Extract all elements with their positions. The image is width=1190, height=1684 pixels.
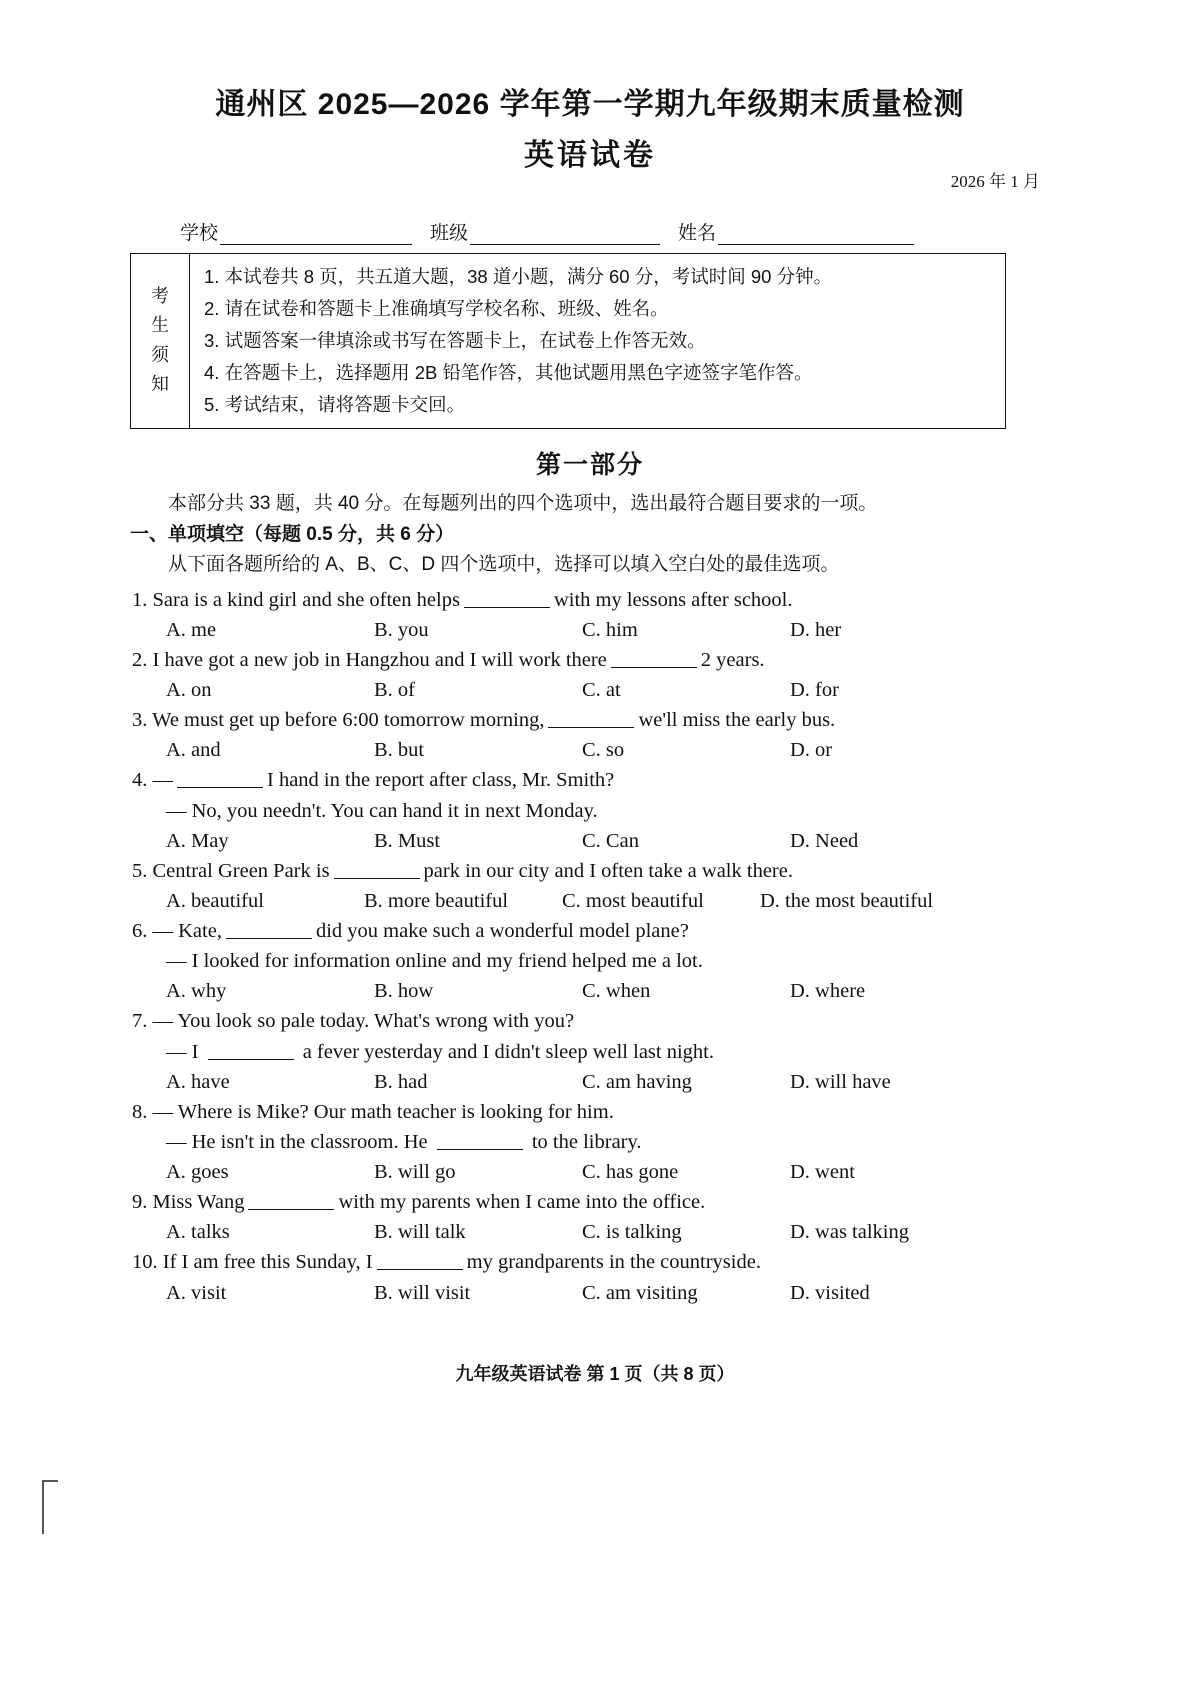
question-stem-text: to the library. — [526, 1130, 642, 1153]
question-stem-text: we'll miss the early bus. — [638, 709, 836, 732]
option-d[interactable]: D. the most beautiful — [760, 889, 934, 912]
question-stem-text: my grandparents in the countryside. — [466, 1251, 761, 1274]
option-d[interactable]: D. for — [790, 679, 839, 702]
question-stem-text: I hand in the report after class, Mr. Smith? — [267, 769, 615, 792]
question-item — [130, 1006, 1050, 1096]
page-title: 通州区 2025—2026 学年第一学期九年级期末质量检测 — [215, 88, 965, 121]
option-c[interactable]: C. am having — [582, 1070, 692, 1093]
question-options — [130, 1217, 1050, 1247]
answer-blank[interactable] — [248, 1190, 334, 1210]
option-b[interactable]: B. you — [374, 618, 429, 641]
question-stem — [130, 1187, 1050, 1217]
exam-notice-box — [130, 253, 1006, 429]
question-stem-line — [130, 1127, 1050, 1157]
notice-label-char: 生 — [151, 315, 169, 336]
notice-item: 1. 本试卷共 8 页，共五道大题，38 道小题，满分 60 分，考试时间 90 分钟。 — [204, 265, 833, 287]
question-stem-text: 8. — Where is Mike? Our math teacher is looking for him. — [132, 1100, 614, 1123]
page-content — [130, 85, 1050, 1308]
option-a[interactable]: A. talks — [166, 1221, 230, 1244]
notice-label-vertical — [131, 254, 190, 428]
page-corner-mark — [42, 1480, 58, 1534]
answer-blank[interactable] — [464, 587, 550, 607]
exam-subject-title: 英语试卷 — [524, 138, 656, 172]
option-a[interactable]: A. why — [166, 980, 227, 1003]
question-item — [130, 1187, 1050, 1247]
answer-blank[interactable] — [437, 1130, 523, 1150]
answer-blank[interactable] — [377, 1250, 463, 1270]
question-stem-text: 4. — — [132, 769, 173, 792]
option-d[interactable]: D. will have — [790, 1070, 891, 1093]
option-c[interactable]: C. most beautiful — [562, 889, 704, 912]
question-options — [130, 826, 1050, 856]
question-item — [130, 585, 1050, 645]
option-c[interactable]: C. so — [582, 739, 625, 762]
question-stem-text: 1. Sara is a kind girl and she often helps — [132, 588, 460, 611]
option-c[interactable]: C. is talking — [582, 1221, 682, 1244]
question-stem — [130, 1006, 1050, 1036]
class-field-group — [430, 218, 660, 245]
option-c[interactable]: C. has gone — [582, 1161, 679, 1184]
question-stem — [130, 1097, 1050, 1127]
notice-label-char: 须 — [151, 344, 169, 365]
option-b[interactable]: B. how — [374, 980, 434, 1003]
option-d[interactable]: D. Need — [790, 829, 859, 852]
question-stem-text: 5. Central Green Park is — [132, 859, 330, 882]
section-one-title: 一、单项填空（每题 0.5 分，共 6 分） — [130, 523, 455, 545]
exam-date: 2026 年 1 月 — [950, 171, 1040, 191]
question-stem-text: with my lessons after school. — [553, 588, 793, 611]
option-b[interactable]: B. will visit — [374, 1281, 471, 1304]
subtitle-row — [130, 138, 1050, 196]
question-stem — [130, 916, 1050, 946]
question-stem — [130, 765, 1050, 795]
option-b[interactable]: B. Must — [374, 829, 441, 852]
question-stem-text: 6. — Kate, — [132, 920, 222, 943]
name-field-group — [678, 218, 914, 245]
option-a[interactable]: A. beautiful — [166, 889, 264, 912]
question-item — [130, 856, 1050, 916]
question-stem-line — [130, 1037, 1050, 1067]
answer-blank[interactable] — [226, 919, 312, 939]
question-options — [130, 1157, 1050, 1187]
question-stem — [130, 705, 1050, 735]
question-options — [130, 1067, 1050, 1097]
question-item — [130, 916, 1050, 1006]
question-stem-text: — He isn't in the classroom. He — [166, 1130, 433, 1153]
student-info-row — [130, 218, 1050, 245]
name-label: 姓名 — [678, 222, 717, 244]
part-one-heading: 第一部分 — [535, 450, 644, 479]
question-stem-text: with my parents when I came into the office. — [338, 1191, 706, 1214]
question-item — [130, 645, 1050, 705]
option-d[interactable]: D. was talking — [790, 1221, 909, 1244]
question-stem-text: park in our city and I often take a walk there. — [423, 859, 793, 882]
question-stem — [130, 1247, 1050, 1277]
option-c[interactable]: C. Can — [582, 829, 639, 852]
notice-item: 4. 在答题卡上，选择题用 2B 铅笔作答，其他试题用黑色字迹签字笔作答。 — [204, 361, 813, 383]
page-footer: 九年级英语试卷 第 1 页（共 8 页） — [455, 1364, 735, 1384]
option-b[interactable]: B. will go — [374, 1161, 456, 1184]
school-input[interactable] — [220, 225, 412, 245]
option-c[interactable]: C. am visiting — [582, 1281, 698, 1304]
name-input[interactable] — [718, 225, 914, 245]
option-c[interactable]: C. when — [582, 980, 651, 1003]
question-stem — [130, 856, 1050, 886]
class-label: 班级 — [430, 222, 469, 244]
notice-list — [190, 254, 1005, 428]
option-a[interactable]: A. and — [166, 739, 221, 762]
question-stem-text: — I — [166, 1040, 204, 1063]
question-stem-text: 3. We must get up before 6:00 tomorrow morning, — [132, 709, 545, 732]
answer-blank[interactable] — [611, 648, 697, 668]
question-options — [130, 1278, 1050, 1308]
answer-blank[interactable] — [177, 768, 263, 788]
option-a[interactable]: A. me — [166, 618, 217, 641]
option-b[interactable]: B. but — [374, 739, 425, 762]
question-item — [130, 705, 1050, 765]
answer-blank[interactable] — [334, 858, 420, 878]
option-d[interactable]: D. visited — [790, 1281, 870, 1304]
question-item — [130, 1247, 1050, 1307]
option-a[interactable]: A. visit — [166, 1281, 227, 1304]
option-b[interactable]: B. of — [374, 679, 415, 702]
option-c[interactable]: C. him — [582, 618, 638, 641]
question-stem-text: 7. — You look so pale today. What's wrong with you? — [132, 1010, 575, 1033]
question-stem — [130, 645, 1050, 675]
notice-item: 5. 考试结束，请将答题卡交回。 — [204, 393, 466, 415]
notice-item: 2. 请在试卷和答题卡上准确填写学校名称、班级、姓名。 — [204, 297, 669, 319]
part-one-description: 本部分共 33 题，共 40 分。在每题列出的四个选项中，选出最符合题目要求的一项。 — [168, 492, 878, 514]
option-d[interactable]: D. her — [790, 618, 842, 641]
school-field-group — [180, 218, 412, 245]
question-stem-text: 2. I have got a new job in Hangzhou and I will work there — [132, 648, 607, 671]
notice-item: 3. 试题答案一律填涂或书写在答题卡上，在试卷上作答无效。 — [204, 329, 706, 351]
option-a[interactable]: A. have — [166, 1070, 230, 1093]
option-d[interactable]: D. went — [790, 1161, 855, 1184]
question-stem-text: 9. Miss Wang — [132, 1191, 245, 1214]
option-a[interactable]: A. May — [166, 829, 229, 852]
option-c[interactable]: C. at — [582, 679, 621, 702]
question-list — [130, 585, 1050, 1308]
question-options — [130, 675, 1050, 705]
option-b[interactable]: B. had — [374, 1070, 428, 1093]
class-input[interactable] — [470, 225, 660, 245]
school-label: 学校 — [180, 222, 219, 244]
question-options — [130, 976, 1050, 1006]
question-options — [130, 615, 1050, 645]
question-stem-line: — No, you needn't. You can hand it in next Monday. — [166, 799, 598, 822]
question-stem-text: a fever yesterday and I didn't sleep well last night. — [297, 1040, 714, 1063]
question-options — [130, 886, 1050, 916]
question-stem-text: did you make such a wonderful model plane? — [315, 920, 689, 943]
answer-blank[interactable] — [548, 708, 634, 728]
question-stem-text: 2 years. — [700, 648, 765, 671]
option-b[interactable]: B. will talk — [374, 1221, 466, 1244]
option-a[interactable]: A. goes — [166, 1161, 229, 1184]
option-a[interactable]: A. on — [166, 679, 212, 702]
option-d[interactable]: D. or — [790, 739, 833, 762]
question-item — [130, 765, 1050, 855]
question-stem-line: — I looked for information online and my friend helped me a lot. — [166, 950, 703, 973]
option-b[interactable]: B. more beautiful — [364, 889, 509, 912]
question-item — [130, 1097, 1050, 1187]
question-stem-text: 10. If I am free this Sunday, I — [132, 1251, 373, 1274]
answer-blank[interactable] — [208, 1039, 294, 1059]
question-options — [130, 735, 1050, 765]
option-d[interactable]: D. where — [790, 980, 866, 1003]
notice-label-char: 知 — [151, 373, 169, 394]
section-one-instruction: 从下面各题所给的 A、B、C、D 四个选项中，选择可以填入空白处的最佳选项。 — [168, 554, 840, 576]
question-stem — [130, 585, 1050, 615]
notice-label-char: 考 — [151, 286, 169, 307]
